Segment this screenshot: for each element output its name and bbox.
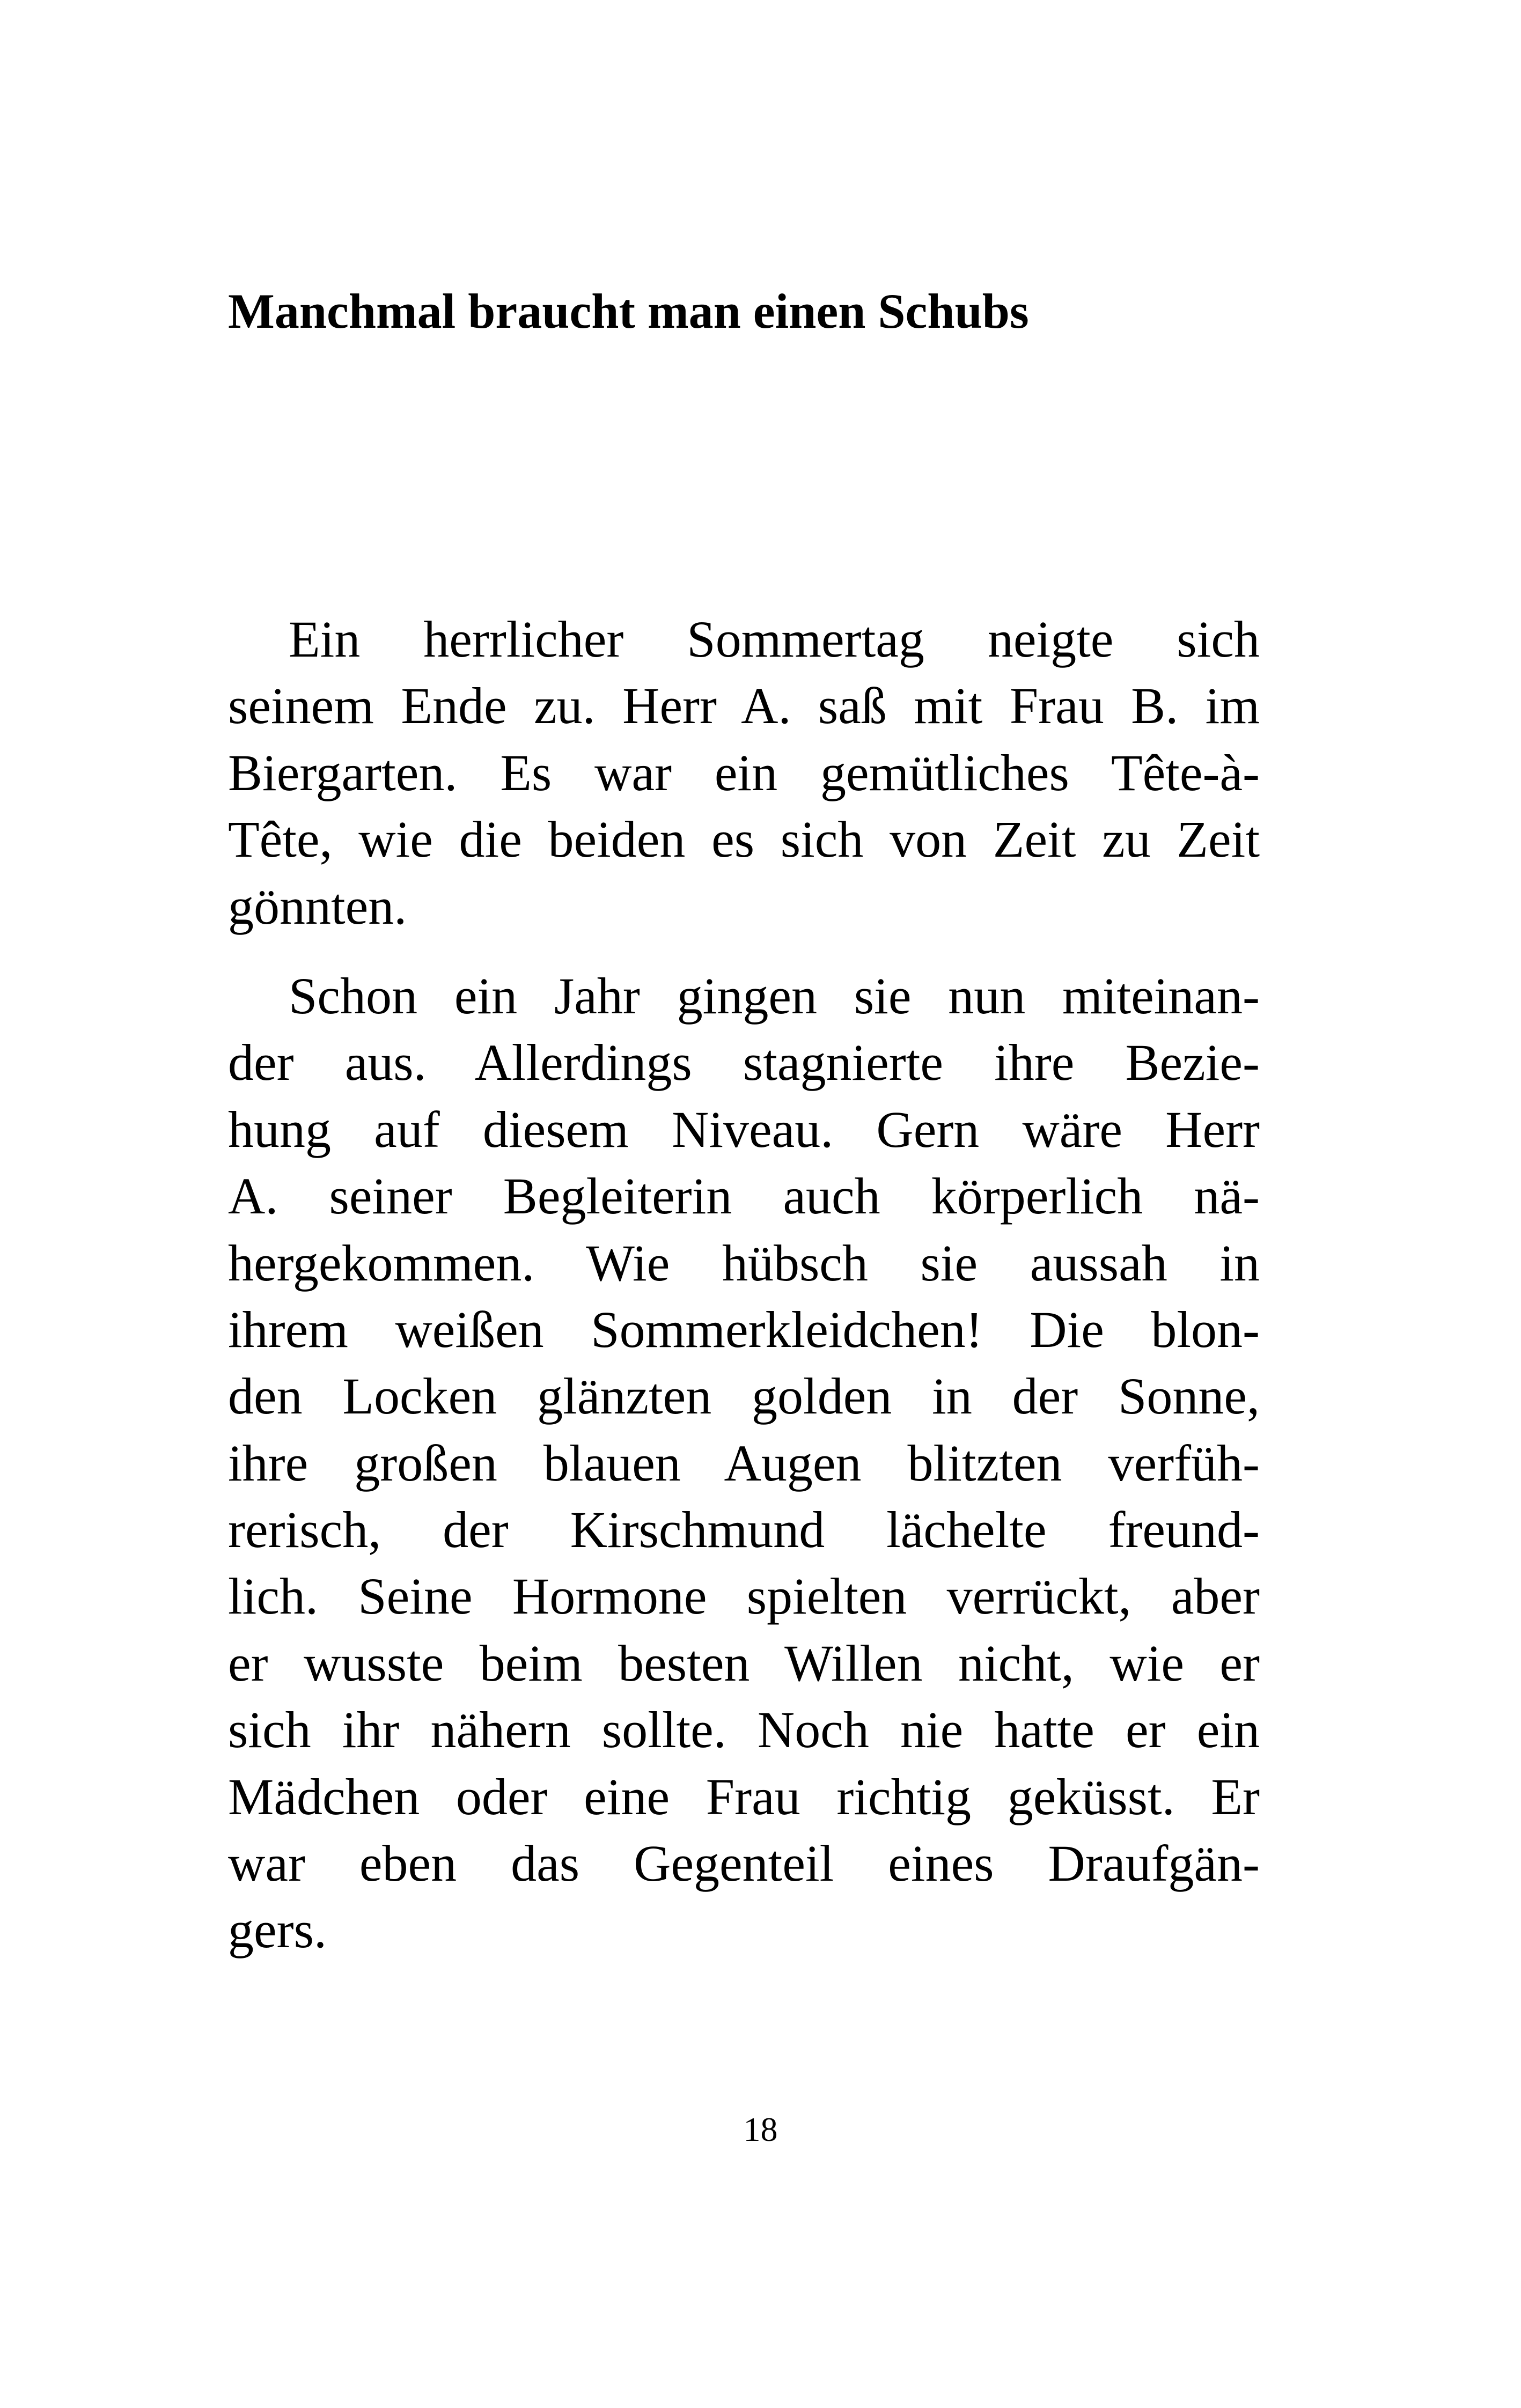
text-line: Ein herrlicher Sommertag neigte sich xyxy=(289,610,1260,668)
text-line: Schon ein Jahr gingen sie nun miteinan- xyxy=(289,967,1260,1025)
paragraph-1 xyxy=(228,606,1260,940)
paragraph-spacing xyxy=(228,940,1260,963)
text-line: ihre großen blauen Augen blitzten verfüh- xyxy=(228,1434,1260,1492)
paragraph-2 xyxy=(228,963,1260,1964)
text-line: hergekommen. Wie hübsch sie aussah in xyxy=(228,1234,1260,1292)
text-line: sich ihr nähern sollte. Noch nie hatte er ein xyxy=(228,1701,1260,1759)
text-line: seinem Ende zu. Herr A. saß mit Frau B. im xyxy=(228,677,1260,735)
text-line: der aus. Allerdings stagnierte ihre Bezie- xyxy=(228,1034,1260,1092)
text-line: Tête, wie die beiden es sich von Zeit zu Zeit xyxy=(228,811,1260,868)
text-line: Mädchen oder eine Frau richtig geküsst. Er xyxy=(228,1768,1260,1825)
text-line: gers. xyxy=(228,1901,327,1959)
text-line: Biergarten. Es war ein gemütliches Tête-à- xyxy=(228,743,1260,801)
body-text xyxy=(228,606,1260,1964)
text-line: er wusste beim besten Willen nicht, wie er xyxy=(228,1634,1260,1692)
text-line: rerisch, der Kirschmund lächelte freund- xyxy=(228,1501,1260,1559)
chapter-title: Manchmal braucht man einen Schubs xyxy=(228,284,1029,338)
text-line: gönnten. xyxy=(228,877,407,935)
text-line: ihrem weißen Sommerkleidchen! Die blon- xyxy=(228,1300,1260,1358)
text-line: hung auf diesem Niveau. Gern wäre Herr xyxy=(228,1100,1260,1158)
text-line: war eben das Gegenteil eines Draufgän- xyxy=(228,1835,1260,1892)
text-line: lich. Seine Hormone spielten verrückt, aber xyxy=(228,1567,1260,1625)
text-line: A. seiner Begleiterin auch körperlich nä- xyxy=(228,1167,1260,1225)
text-line: den Locken glänzten golden in der Sonne, xyxy=(228,1367,1260,1425)
page-number: 18 xyxy=(743,2110,778,2148)
